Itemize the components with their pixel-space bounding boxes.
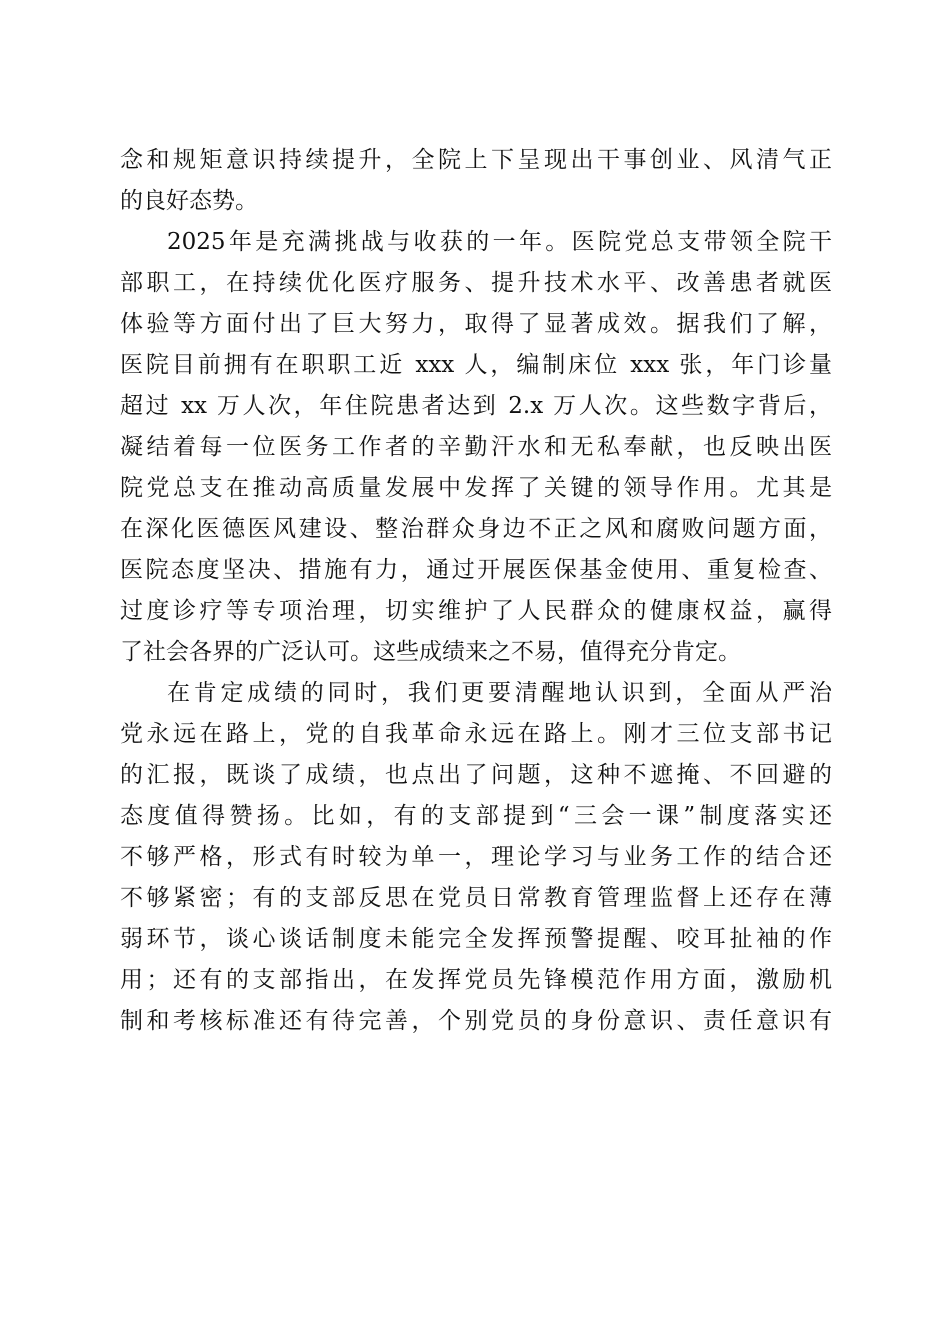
text-line: 在深化医德医风建设、整治群众身边不正之风和腐败问题方面， — [120, 516, 832, 542]
text-line: 的良好态势。 — [120, 188, 258, 214]
text-line: 念和规矩意识持续提升，全院上下呈现出干事创业、风清气正 — [120, 147, 832, 173]
text-line: 不够紧密；有的支部反思在党员日常教育管理监督上还存在薄 — [120, 885, 832, 911]
text-line: 的汇报，既谈了成绩，也点出了问题，这种不遮掩、不回避的 — [120, 762, 832, 788]
paragraph-first-line: 2025年是充满挑战与收获的一年。医院党总支带领全院干 — [167, 229, 832, 255]
text-line: 体验等方面付出了巨大努力，取得了显著成效。据我们了解， — [120, 311, 832, 337]
text-line: 凝结着每一位医务工作者的辛勤汗水和无私奉献，也反映出医 — [120, 434, 832, 460]
text-line: 弱环节，谈心谈话制度未能完全发挥预警提醒、咬耳扯袖的作 — [120, 926, 832, 952]
text-line: 医院目前拥有在职职工近 xxx 人，编制床位 xxx 张，年门诊量 — [120, 352, 832, 378]
text-line: 态度值得赞扬。比如，有的支部提到“三会一课”制度落实还 — [120, 803, 832, 829]
text-line: 部职工，在持续优化医疗服务、提升技术水平、改善患者就医 — [120, 270, 832, 296]
paragraph-first-line: 在肯定成绩的同时，我们更要清醒地认识到，全面从严治 — [167, 680, 832, 706]
text-line: 院党总支在推动高质量发展中发挥了关键的领导作用。尤其是 — [120, 475, 832, 501]
text-line: 不够严格，形式有时较为单一，理论学习与业务工作的结合还 — [120, 844, 832, 870]
text-line: 超过 xx 万人次，年住院患者达到 2.x 万人次。这些数字背后， — [120, 393, 832, 419]
text-line: 了社会各界的广泛认可。这些成绩来之不易，值得充分肯定。 — [120, 639, 741, 665]
text-line: 医院态度坚决、措施有力，通过开展医保基金使用、重复检查、 — [120, 557, 832, 583]
body-text — [120, 140, 832, 1042]
text-line: 用；还有的支部指出，在发挥党员先锋模范作用方面，激励机 — [120, 967, 832, 993]
text-line: 党永远在路上，党的自我革命永远在路上。刚才三位支部书记 — [120, 721, 832, 747]
text-line: 过度诊疗等专项治理，切实维护了人民群众的健康权益，赢得 — [120, 598, 832, 624]
text-line: 制和考核标准还有待完善，个别党员的身份意识、责任意识有 — [120, 1008, 832, 1034]
